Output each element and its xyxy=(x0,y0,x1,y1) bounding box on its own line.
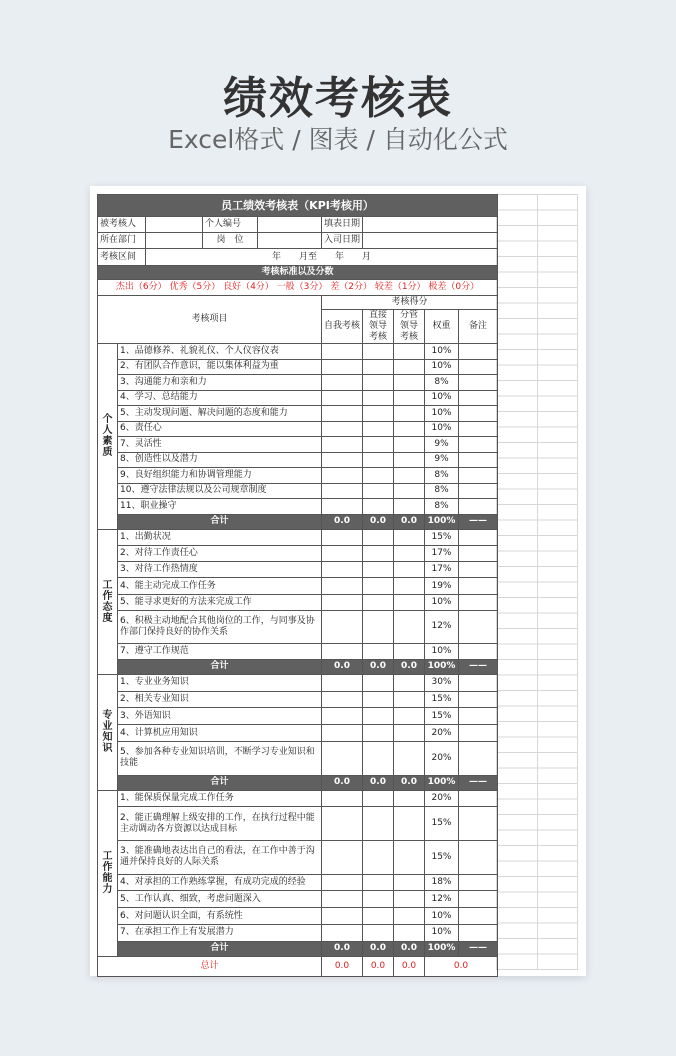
item-label[interactable]: 11、职业操守 xyxy=(118,499,322,515)
manager-score-cell[interactable] xyxy=(394,578,425,594)
section-category-label: 工作能力 xyxy=(102,851,113,896)
table-row xyxy=(98,874,498,891)
weight-cell[interactable]: 9% xyxy=(425,437,459,453)
item-label[interactable]: 2、相关专业知识 xyxy=(118,691,322,708)
subtotal-note: —— xyxy=(459,659,498,674)
section-category-label: 工作态度 xyxy=(102,579,113,624)
item-label[interactable]: 1、专业业务知识 xyxy=(118,674,322,691)
employee-id-value-cell[interactable] xyxy=(258,217,322,233)
self-score-cell[interactable] xyxy=(322,437,363,453)
direct-score-cell[interactable] xyxy=(363,841,394,875)
manager-score-cell[interactable] xyxy=(394,790,425,807)
direct-score-cell[interactable] xyxy=(363,375,394,391)
subtotal-label: 合计 xyxy=(118,659,322,674)
note-cell[interactable] xyxy=(459,674,498,691)
note-cell[interactable] xyxy=(459,545,498,561)
weight-cell[interactable]: 10% xyxy=(425,594,459,610)
table-row xyxy=(98,390,498,406)
direct-score-cell[interactable] xyxy=(363,610,394,643)
self-score-cell[interactable] xyxy=(322,891,363,908)
note-cell[interactable] xyxy=(459,562,498,578)
direct-score-cell[interactable] xyxy=(363,790,394,807)
manager-score-cell[interactable] xyxy=(394,562,425,578)
self-score-cell[interactable] xyxy=(322,908,363,925)
subtotal-self: 0.0 xyxy=(322,941,363,956)
department-label: 所在部门 xyxy=(98,233,146,249)
self-score-cell[interactable] xyxy=(322,725,363,742)
table-row xyxy=(98,925,498,942)
manager-score-cell[interactable] xyxy=(394,891,425,908)
self-score-cell[interactable] xyxy=(322,691,363,708)
table-row xyxy=(98,578,498,594)
weight-cell[interactable]: 8% xyxy=(425,499,459,515)
self-score-cell[interactable] xyxy=(322,499,363,515)
subtotal-weight: 100% xyxy=(425,659,459,674)
weight-cell[interactable]: 15% xyxy=(425,691,459,708)
item-label[interactable]: 6、责任心 xyxy=(118,421,322,437)
subtotal-manager: 0.0 xyxy=(394,514,425,529)
self-score-cell[interactable] xyxy=(322,807,363,841)
manager-score-cell[interactable] xyxy=(394,841,425,875)
item-label[interactable]: 4、计算机应用知识 xyxy=(118,725,322,742)
subtotal-row xyxy=(98,514,498,529)
reviewee-value-cell[interactable] xyxy=(146,217,203,233)
table-row xyxy=(98,421,498,437)
self-score-cell[interactable] xyxy=(322,468,363,484)
manager-score-cell[interactable] xyxy=(394,742,425,776)
weight-cell[interactable]: 8% xyxy=(425,468,459,484)
weight-cell[interactable]: 12% xyxy=(425,610,459,643)
direct-score-cell[interactable] xyxy=(363,545,394,561)
subtotal-label: 合计 xyxy=(118,775,322,790)
manager-score-cell[interactable] xyxy=(394,807,425,841)
note-cell[interactable] xyxy=(459,874,498,891)
table-row xyxy=(98,674,498,691)
direct-score-cell[interactable] xyxy=(363,708,394,725)
self-score-cell[interactable] xyxy=(322,594,363,610)
note-cell[interactable] xyxy=(459,925,498,942)
note-cell[interactable] xyxy=(459,742,498,776)
subtotal-row xyxy=(98,659,498,674)
fill-date-value-cell[interactable] xyxy=(363,217,498,233)
table-row xyxy=(98,708,498,725)
total-label: 总计 xyxy=(98,956,322,976)
table-row xyxy=(98,375,498,391)
direct-score-cell[interactable] xyxy=(363,390,394,406)
item-label[interactable]: 6、对问题认识全面，有系统性 xyxy=(118,908,322,925)
item-label[interactable]: 8、创造性以及潜力 xyxy=(118,452,322,468)
subtotal-row xyxy=(98,941,498,956)
note-cell[interactable] xyxy=(459,406,498,422)
total-self[interactable]: 0.0 xyxy=(322,956,363,976)
manager-score-cell[interactable] xyxy=(394,483,425,499)
weight-cell[interactable]: 10% xyxy=(425,908,459,925)
item-label[interactable]: 5、主动发现问题、解决问题的态度和能力 xyxy=(118,406,322,422)
manager-score-cell[interactable] xyxy=(394,421,425,437)
direct-score-cell[interactable] xyxy=(363,908,394,925)
self-score-cell[interactable] xyxy=(322,674,363,691)
note-cell[interactable] xyxy=(459,691,498,708)
manager-score-cell[interactable] xyxy=(394,594,425,610)
direct-score-cell[interactable] xyxy=(363,421,394,437)
weight-cell[interactable]: 10% xyxy=(425,359,459,375)
manager-score-cell[interactable] xyxy=(394,545,425,561)
direct-score-cell[interactable] xyxy=(363,452,394,468)
subtotal-label: 合计 xyxy=(118,941,322,956)
manager-score-cell[interactable] xyxy=(394,529,425,545)
section-category-label: 专业知识 xyxy=(102,710,113,755)
item-label[interactable]: 3、能准确地表达出自己的看法，在工作中善于沟通并保持良好的人际关系 xyxy=(118,841,322,875)
direct-score-cell[interactable] xyxy=(363,725,394,742)
fill-date-label: 填表日期 xyxy=(322,217,363,233)
item-label[interactable]: 9、良好组织能力和协调管理能力 xyxy=(118,468,322,484)
section-category-cell[interactable] xyxy=(98,674,118,790)
table-row xyxy=(98,483,498,499)
note-cell[interactable] xyxy=(459,841,498,875)
direct-score-cell[interactable] xyxy=(363,874,394,891)
weight-cell[interactable]: 19% xyxy=(425,578,459,594)
table-row xyxy=(98,643,498,659)
table-row xyxy=(98,807,498,841)
note-cell[interactable] xyxy=(459,359,498,375)
weight-cell[interactable]: 8% xyxy=(425,375,459,391)
self-score-cell[interactable] xyxy=(322,390,363,406)
weight-cell[interactable]: 18% xyxy=(425,874,459,891)
self-score-cell[interactable] xyxy=(322,925,363,942)
subtotal-manager: 0.0 xyxy=(394,775,425,790)
manager-score-cell[interactable] xyxy=(394,643,425,659)
self-score-cell[interactable] xyxy=(322,483,363,499)
total-direct[interactable]: 0.0 xyxy=(363,956,394,976)
weight-cell[interactable]: 10% xyxy=(425,925,459,942)
table-row xyxy=(98,499,498,515)
table-row xyxy=(98,437,498,453)
total-weight[interactable]: 0.0 xyxy=(425,956,498,976)
subtotal-self: 0.0 xyxy=(322,514,363,529)
note-cell[interactable] xyxy=(459,344,498,360)
subtotal-note: —— xyxy=(459,775,498,790)
weight-cell[interactable]: 30% xyxy=(425,674,459,691)
item-label[interactable]: 4、对承担的工作熟练掌握，有成功完成的经验 xyxy=(118,874,322,891)
note-cell[interactable] xyxy=(459,643,498,659)
table-row xyxy=(98,725,498,742)
note-cell[interactable] xyxy=(459,594,498,610)
note-cell[interactable] xyxy=(459,529,498,545)
self-score-cell[interactable] xyxy=(322,742,363,776)
direct-score-cell[interactable] xyxy=(363,594,394,610)
table-row xyxy=(98,529,498,545)
spreadsheet-empty-grid xyxy=(496,194,578,970)
manager-score-cell[interactable] xyxy=(394,344,425,360)
manager-score-cell[interactable] xyxy=(394,390,425,406)
table-row xyxy=(98,790,498,807)
subtotal-note: —— xyxy=(459,941,498,956)
table-row xyxy=(98,841,498,875)
department-value-cell[interactable] xyxy=(146,233,203,249)
page-title: 绩效考核表 xyxy=(223,73,453,124)
note-cell[interactable] xyxy=(459,891,498,908)
table-row xyxy=(98,594,498,610)
item-label[interactable]: 2、对待工作责任心 xyxy=(118,545,322,561)
header-item: 考核项目 xyxy=(98,296,322,344)
note-cell[interactable] xyxy=(459,468,498,484)
direct-score-cell[interactable] xyxy=(363,529,394,545)
self-score-cell[interactable] xyxy=(322,545,363,561)
table-row xyxy=(98,344,498,360)
table-row xyxy=(98,468,498,484)
item-label[interactable]: 1、能保质保量完成工作任务 xyxy=(118,790,322,807)
self-score-cell[interactable] xyxy=(322,841,363,875)
weight-cell[interactable]: 17% xyxy=(425,545,459,561)
subtotal-direct: 0.0 xyxy=(363,659,394,674)
direct-score-cell[interactable] xyxy=(363,406,394,422)
sheet-title[interactable]: 员工绩效考核表（KPI考核用） xyxy=(98,195,498,217)
self-score-cell[interactable] xyxy=(322,375,363,391)
manager-score-cell[interactable] xyxy=(394,708,425,725)
note-cell[interactable] xyxy=(459,578,498,594)
weight-cell[interactable]: 10% xyxy=(425,643,459,659)
manager-score-cell[interactable] xyxy=(394,499,425,515)
note-cell[interactable] xyxy=(459,807,498,841)
direct-score-cell[interactable] xyxy=(363,483,394,499)
item-label[interactable]: 1、出勤状况 xyxy=(118,529,322,545)
subtotal-note: —— xyxy=(459,514,498,529)
direct-score-cell[interactable] xyxy=(363,344,394,360)
direct-score-cell[interactable] xyxy=(363,643,394,659)
self-score-cell[interactable] xyxy=(322,529,363,545)
manager-score-cell[interactable] xyxy=(394,375,425,391)
section-category-cell[interactable] xyxy=(98,529,118,674)
note-cell[interactable] xyxy=(459,375,498,391)
weight-cell[interactable]: 10% xyxy=(425,406,459,422)
kpi-table xyxy=(97,194,498,977)
self-score-cell[interactable] xyxy=(322,790,363,807)
header-weight: 权重 xyxy=(425,310,459,344)
item-label[interactable]: 4、学习、总结能力 xyxy=(118,390,322,406)
join-date-value-cell[interactable] xyxy=(363,233,498,249)
self-score-cell[interactable] xyxy=(322,359,363,375)
direct-score-cell[interactable] xyxy=(363,891,394,908)
manager-score-cell[interactable] xyxy=(394,874,425,891)
table-row xyxy=(98,452,498,468)
self-score-cell[interactable] xyxy=(322,643,363,659)
weight-cell[interactable]: 9% xyxy=(425,452,459,468)
self-score-cell[interactable] xyxy=(322,562,363,578)
weight-cell[interactable]: 10% xyxy=(425,390,459,406)
note-cell[interactable] xyxy=(459,790,498,807)
item-label[interactable]: 3、沟通能力和亲和力 xyxy=(118,375,322,391)
subtotal-direct: 0.0 xyxy=(363,775,394,790)
subtotal-self: 0.0 xyxy=(322,775,363,790)
self-score-cell[interactable] xyxy=(322,708,363,725)
item-label[interactable]: 4、能主动完成工作任务 xyxy=(118,578,322,594)
weight-cell[interactable]: 10% xyxy=(425,421,459,437)
direct-score-cell[interactable] xyxy=(363,691,394,708)
weight-cell[interactable]: 20% xyxy=(425,790,459,807)
subtotal-weight: 100% xyxy=(425,514,459,529)
self-score-cell[interactable] xyxy=(322,344,363,360)
table-row xyxy=(98,359,498,375)
subtotal-weight: 100% xyxy=(425,775,459,790)
subtotal-manager: 0.0 xyxy=(394,941,425,956)
manager-score-cell[interactable] xyxy=(394,925,425,942)
subtotal-direct: 0.0 xyxy=(363,514,394,529)
page-subtitle: Excel格式 / 图表 / 自动化公式 xyxy=(168,125,508,154)
subtotal-weight: 100% xyxy=(425,941,459,956)
header-direct: 直接领导考核 xyxy=(363,310,394,344)
direct-score-cell[interactable] xyxy=(363,674,394,691)
table-row xyxy=(98,908,498,925)
item-label[interactable]: 3、对待工作热情度 xyxy=(118,562,322,578)
note-cell[interactable] xyxy=(459,610,498,643)
table-row xyxy=(98,610,498,643)
direct-score-cell[interactable] xyxy=(363,468,394,484)
join-date-label: 入司日期 xyxy=(322,233,363,249)
direct-score-cell[interactable] xyxy=(363,925,394,942)
manager-score-cell[interactable] xyxy=(394,908,425,925)
direct-score-cell[interactable] xyxy=(363,499,394,515)
direct-score-cell[interactable] xyxy=(363,807,394,841)
manager-score-cell[interactable] xyxy=(394,359,425,375)
table-row xyxy=(98,691,498,708)
standards-title: 考核标准以及分数 xyxy=(98,266,498,280)
reviewee-label: 被考核人 xyxy=(98,217,146,233)
item-label[interactable]: 7、灵活性 xyxy=(118,437,322,453)
self-score-cell[interactable] xyxy=(322,421,363,437)
weight-cell[interactable]: 15% xyxy=(425,708,459,725)
table-row xyxy=(98,406,498,422)
note-cell[interactable] xyxy=(459,708,498,725)
total-row xyxy=(98,956,498,976)
item-label[interactable]: 1、品德修养、礼貌礼仪、个人仪容仪表 xyxy=(118,344,322,360)
weight-cell[interactable]: 15% xyxy=(425,841,459,875)
header-note: 备注 xyxy=(459,310,498,344)
item-label[interactable]: 6、积极主动地配合其他岗位的工作，与同事及协作部门保持良好的协作关系 xyxy=(118,610,322,643)
table-row xyxy=(98,742,498,776)
note-cell[interactable] xyxy=(459,908,498,925)
manager-score-cell[interactable] xyxy=(394,406,425,422)
position-label: 岗 位 xyxy=(203,233,258,249)
self-score-cell[interactable] xyxy=(322,610,363,643)
weight-cell[interactable]: 10% xyxy=(425,344,459,360)
manager-score-cell[interactable] xyxy=(394,674,425,691)
weight-cell[interactable]: 15% xyxy=(425,807,459,841)
weight-cell[interactable]: 20% xyxy=(425,742,459,776)
subtotal-self: 0.0 xyxy=(322,659,363,674)
weight-cell[interactable]: 17% xyxy=(425,562,459,578)
note-cell[interactable] xyxy=(459,452,498,468)
weight-cell[interactable]: 20% xyxy=(425,725,459,742)
subtotal-label: 合计 xyxy=(118,514,322,529)
section-category-cell[interactable] xyxy=(98,790,118,956)
self-score-cell[interactable] xyxy=(322,452,363,468)
item-label[interactable]: 2、有团队合作意识，能以集体利益为重 xyxy=(118,359,322,375)
note-cell[interactable] xyxy=(459,437,498,453)
header-manager: 分管领导考核 xyxy=(394,310,425,344)
table-row xyxy=(98,891,498,908)
section-category-cell[interactable] xyxy=(98,344,118,530)
standards-text: 杰出（6分） 优秀（5分） 良好（4分） 一般（3分） 差（2分） 较差（1分） 极差（0分） xyxy=(98,280,498,296)
subtotal-manager: 0.0 xyxy=(394,659,425,674)
header-score-group: 考核得分 xyxy=(322,296,498,310)
manager-score-cell[interactable] xyxy=(394,691,425,708)
direct-score-cell[interactable] xyxy=(363,742,394,776)
subtotal-direct: 0.0 xyxy=(363,941,394,956)
header-self: 自我考核 xyxy=(322,310,363,344)
item-label[interactable]: 5、工作认真、细致，考虑问题深入 xyxy=(118,891,322,908)
note-cell[interactable] xyxy=(459,390,498,406)
total-manager[interactable]: 0.0 xyxy=(394,956,425,976)
self-score-cell[interactable] xyxy=(322,874,363,891)
position-value-cell[interactable] xyxy=(258,233,322,249)
note-cell[interactable] xyxy=(459,499,498,515)
self-score-cell[interactable] xyxy=(322,578,363,594)
table-row xyxy=(98,545,498,561)
self-score-cell[interactable] xyxy=(322,406,363,422)
manager-score-cell[interactable] xyxy=(394,468,425,484)
weight-cell[interactable]: 12% xyxy=(425,891,459,908)
table-row xyxy=(98,562,498,578)
manager-score-cell[interactable] xyxy=(394,452,425,468)
direct-score-cell[interactable] xyxy=(363,578,394,594)
section-category-label: 个人素质 xyxy=(102,414,113,459)
item-label[interactable]: 2、能正确理解上级安排的工作，在执行过程中能主动调动各方资源以达成目标 xyxy=(118,807,322,841)
item-label[interactable]: 7、在承担工作上有发展潜力 xyxy=(118,925,322,942)
note-cell[interactable] xyxy=(459,421,498,437)
item-label[interactable]: 7、遵守工作规范 xyxy=(118,643,322,659)
weight-cell[interactable]: 15% xyxy=(425,529,459,545)
weight-cell[interactable]: 8% xyxy=(425,483,459,499)
subtotal-row xyxy=(98,775,498,790)
note-cell[interactable] xyxy=(459,725,498,742)
manager-score-cell[interactable] xyxy=(394,437,425,453)
note-cell[interactable] xyxy=(459,483,498,499)
direct-score-cell[interactable] xyxy=(363,359,394,375)
period-label: 考核区间 xyxy=(98,249,146,266)
direct-score-cell[interactable] xyxy=(363,562,394,578)
period-value-cell[interactable]: 年 月至 年 月 xyxy=(146,249,498,266)
item-label[interactable]: 5、能寻求更好的方法来完成工作 xyxy=(118,594,322,610)
item-label[interactable]: 3、外语知识 xyxy=(118,708,322,725)
item-label[interactable]: 10、遵守法律法规以及公司规章制度 xyxy=(118,483,322,499)
manager-score-cell[interactable] xyxy=(394,725,425,742)
item-label[interactable]: 5、参加各种专业知识培训，不断学习专业知识和技能 xyxy=(118,742,322,776)
manager-score-cell[interactable] xyxy=(394,610,425,643)
employee-id-label: 个人编号 xyxy=(203,217,258,233)
direct-score-cell[interactable] xyxy=(363,437,394,453)
